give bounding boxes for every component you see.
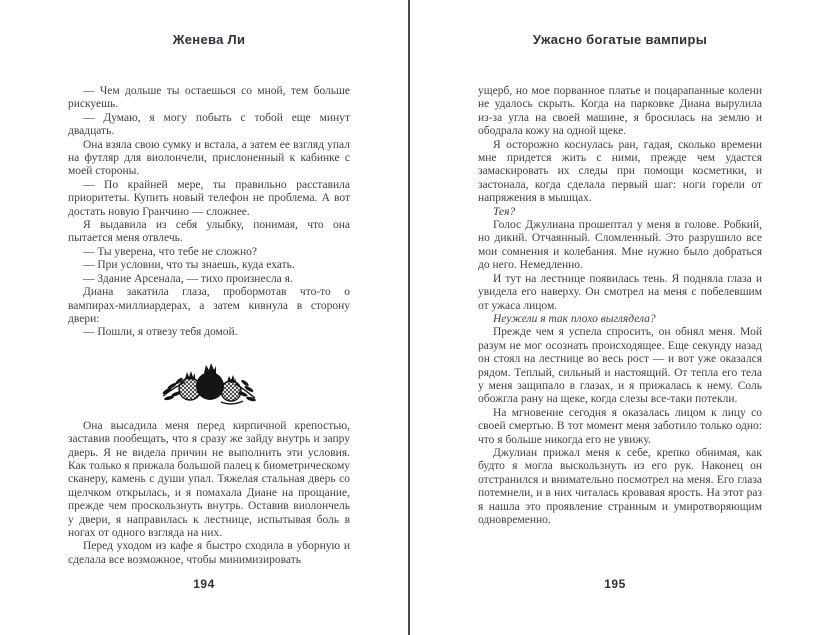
paragraph: — Здание Арсенала, — тихо произнесла я.	[83, 272, 293, 285]
scene-break	[68, 358, 350, 406]
paragraph: — При условии, что ты знаешь, куда ехать.	[83, 259, 295, 272]
right-page	[410, 0, 820, 635]
right-page-text	[478, 85, 762, 527]
paragraph: — Чем дольше ты остаешься со мной, тем больше рискуешь.	[68, 85, 350, 111]
paragraph: Неужели я так плохо выглядела?	[493, 312, 656, 325]
paragraph: — По крайней мере, ты правильно расставила приоритеты. Купить новый телефон не проблема. А вот достать новую Гранчино — сложнее.	[68, 178, 350, 218]
running-head-title: Ужасно богатые вампиры	[532, 32, 708, 47]
paragraph: — Пошли, я отвезу тебя домой.	[83, 326, 238, 339]
right-page-number: 195	[604, 577, 626, 591]
paragraph: Тея?	[493, 205, 516, 218]
left-page-text	[68, 85, 350, 567]
paragraph: На мгновение сегодня я оказалась лицом к лицу со своей смертью. В тот момент меня заботило только одно: что я больше никогда его не увижу.	[478, 406, 762, 446]
paragraph: Она высадила меня перед кирпичной крепостью, заставив пообещать, что я сразу же зайду внутрь и запру дверь. Я не видела причин не выполнить эти условия. Как только я прижала большой палец к биометрическому сканеру, камень с души упал. Тяжелая стальная дверь со щелчком открылась, и я помахала Диане на прощание, прежде чем проскользнуть внутрь. Оставив виолончель у двери, я направилась к лестнице, испытывая боль в ногах от одного взгляда на них.	[68, 419, 350, 539]
left-page-number: 194	[193, 577, 215, 591]
paragraph: Перед уходом из кафе я быстро сходила в уборную и сделала все возможное, чтобы минимизировать	[68, 540, 350, 566]
paragraph: Диана закатила глаза, пробормотав что-то о вампирах-миллиардерах, а затем кивнула в сторону двери:	[68, 286, 350, 325]
pomegranate-vignette-icon	[159, 358, 259, 406]
paragraph: И тут на лестнице появилась тень. Я подняла глаза и увидела его наверху. Он смотрел на меня с побелевшим от ужаса лицом.	[478, 272, 762, 312]
paragraph: — Думаю, я могу побыть с тобой еще минут двадцать.	[68, 111, 350, 138]
paragraph: Я осторожно коснулась ран, гадая, сколько времени мне придется жить с ними, прежде чем удастся замаскировать их следы при помощи косметики, и застонала, когда сделала первый шаг: ноги горели от напряжения в мышцах.	[478, 138, 762, 205]
paragraph: ущерб, но мое порванное платье и поцарапанные колени не удалось скрыть. Когда на парковке Диана вырулила из-за угла на своей машине, я бросилась на землю и ободрала кожу на одной щеке.	[478, 85, 762, 138]
paragraph: Она взяла свою сумку и встала, а затем ее взгляд упал на футляр для виолончели, прислоненный к кабинке с моей стороны.	[68, 138, 350, 178]
paragraph: Прежде чем я успела спросить, он обнял меня. Мой разум не мог осознать происходящее. Еще секунду назад он стоял на лестнице во весь рост — и вот уже оказался рядом. Теплый, сильный и настоящий. От тепла его тела у меня защипало в глазах, и я прижалась к нему. Соль обожгла рану на щеке, когда слезы все-таки потекли.	[478, 326, 762, 406]
paragraph: Голос Джулиана прошептал у меня в голове. Робкий, но дикий. Отчаянный. Сломленный. Это разрушило все мои сомнения и колебания. Мне нужно было добраться до него. Немедленно.	[478, 219, 762, 272]
paragraph: — Ты уверена, что тебе не сложно?	[83, 245, 257, 258]
running-head-author: Женева Ли	[172, 32, 246, 47]
paragraph: Джулиан прижал меня к себе, крепко обнимая, как будто я могла выскользнуть из его рук. Наконец он отстранился и внимательно посмотрел на меня. Его глаза потемнели, и в них читалась кровавая ярость. На этот раз я нашла это проявление странным и умиротворяющим одновременно.	[478, 446, 762, 526]
paragraph: Я выдавила из себя улыбку, понимая, что она пытается меня отвлечь.	[68, 219, 350, 245]
